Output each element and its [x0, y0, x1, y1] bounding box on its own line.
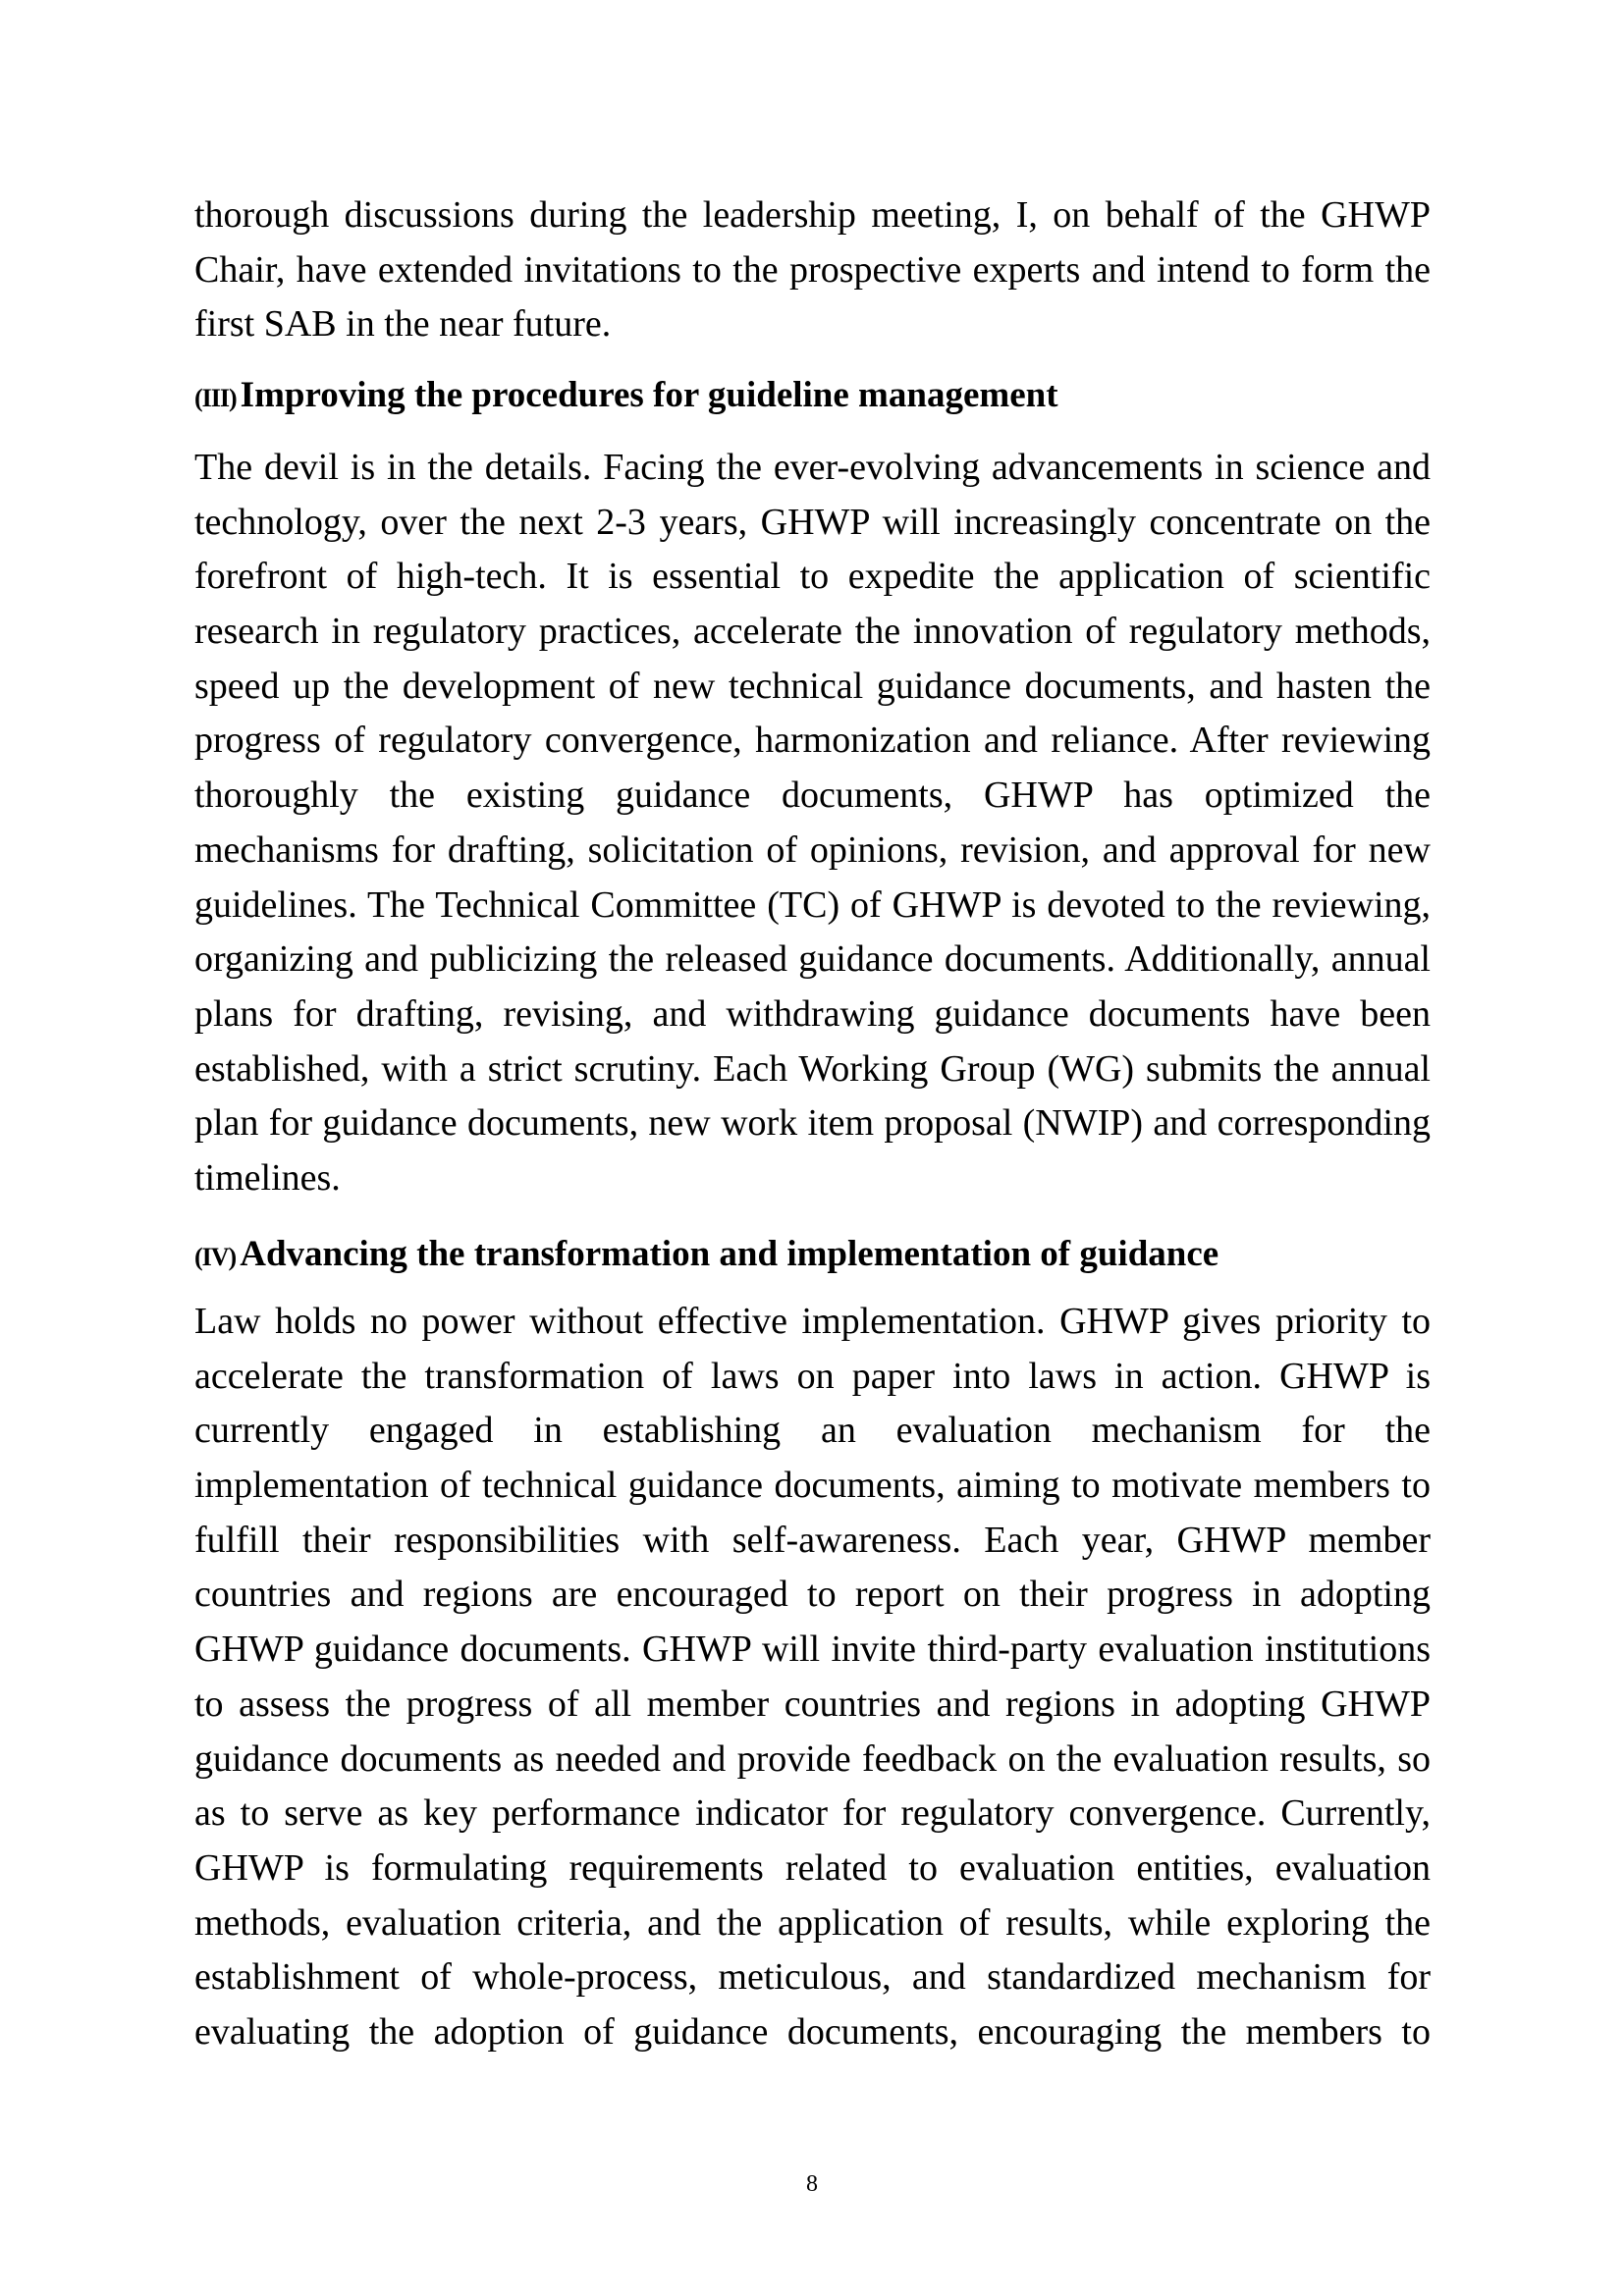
text-line: mechanisms for drafting, solicitation of opinions, revision, and approval for new — [194, 828, 1431, 871]
text-line: methods, evaluation criteria, and the application of results, while exploring the — [194, 1901, 1431, 1944]
text-line: Law holds no power without effective implementation. GHWP gives priority to — [194, 1301, 1431, 1342]
text-line: guidelines. The Technical Committee (TC) of GHWP is devoted to the reviewing, — [194, 883, 1431, 926]
text-line: established, with a strict scrutiny. Each Working Group (WG) submits the annual — [194, 1047, 1431, 1090]
text-line: timelines. — [194, 1156, 341, 1199]
text-line: implementation of technical guidance documents, aiming to motivate members to — [194, 1465, 1431, 1507]
text-line: first SAB in the near future. — [194, 303, 612, 346]
paragraph-section-3 — [194, 441, 1431, 1206]
text-line: GHWP is formulating requirements related to evaluation entities, evaluation — [194, 1846, 1431, 1889]
text-line: speed up the development of new technical guidance documents, and hasten the — [194, 665, 1431, 707]
section-number: (III) — [194, 384, 237, 412]
text-line: guidance documents as needed and provide feedback on the evaluation results, so — [194, 1737, 1431, 1780]
text-line: organizing and publicizing the released guidance documents. Additionally, annual — [194, 938, 1431, 981]
text-line: plans for drafting, revising, and withdrawing guidance documents have been — [194, 992, 1431, 1035]
text-line: technology, over the next 2-3 years, GHWP will increasingly concentrate on the — [194, 501, 1431, 543]
text-line: to assess the progress of all member countries and regions in adopting GHWP — [194, 1682, 1431, 1725]
text-line: thorough discussions during the leadership meeting, I, on behalf of the GHWP — [194, 194, 1431, 236]
section-number: (IV) — [194, 1243, 237, 1271]
text-line: thoroughly the existing guidance documents, GHWP has optimized the — [194, 774, 1431, 817]
paragraph-section-4 — [194, 1295, 1431, 2060]
text-line: establishment of whole-process, meticulous, and standardized mechanism for — [194, 1956, 1431, 1999]
text-line: evaluating the adoption of guidance documents, encouraging the members to — [194, 2010, 1431, 2053]
page-number: 8 — [806, 2171, 818, 2197]
section-title: Advancing the transformation and implementation of guidance — [240, 1234, 1219, 1274]
paragraph-intro — [194, 188, 1431, 352]
text-line: research in regulatory practices, accelerate the innovation of regulatory methods, — [194, 611, 1431, 653]
text-line: accelerate the transformation of laws on paper into laws in action. GHWP is — [194, 1355, 1431, 1397]
text-line: countries and regions are encouraged to report on their progress in adopting — [194, 1574, 1431, 1616]
text-line: plan for guidance documents, new work item proposal (NWIP) and corresponding — [194, 1102, 1431, 1145]
text-line: GHWP guidance documents. GHWP will invite third-party evaluation institutions — [194, 1629, 1431, 1671]
section-heading-4 — [194, 1227, 1431, 1282]
text-line: The devil is in the details. Facing the ever-evolving advancements in science and — [194, 447, 1431, 488]
section-heading-3 — [194, 368, 1431, 423]
text-line: as to serve as key performance indicator for regulatory convergence. Currently, — [194, 1792, 1431, 1835]
text-line: forefront of high-tech. It is essential to expedite the application of scientific — [194, 556, 1431, 598]
text-line: Chair, have extended invitations to the prospective experts and intend to form the — [194, 248, 1431, 291]
section-title: Improving the procedures for guideline management — [240, 375, 1058, 415]
text-line: progress of regulatory convergence, harmonization and reliance. After reviewing — [194, 720, 1431, 762]
text-line: fulfill their responsibilities with self-awareness. Each year, GHWP member — [194, 1519, 1431, 1561]
text-line: currently engaged in establishing an evaluation mechanism for the — [194, 1410, 1431, 1452]
